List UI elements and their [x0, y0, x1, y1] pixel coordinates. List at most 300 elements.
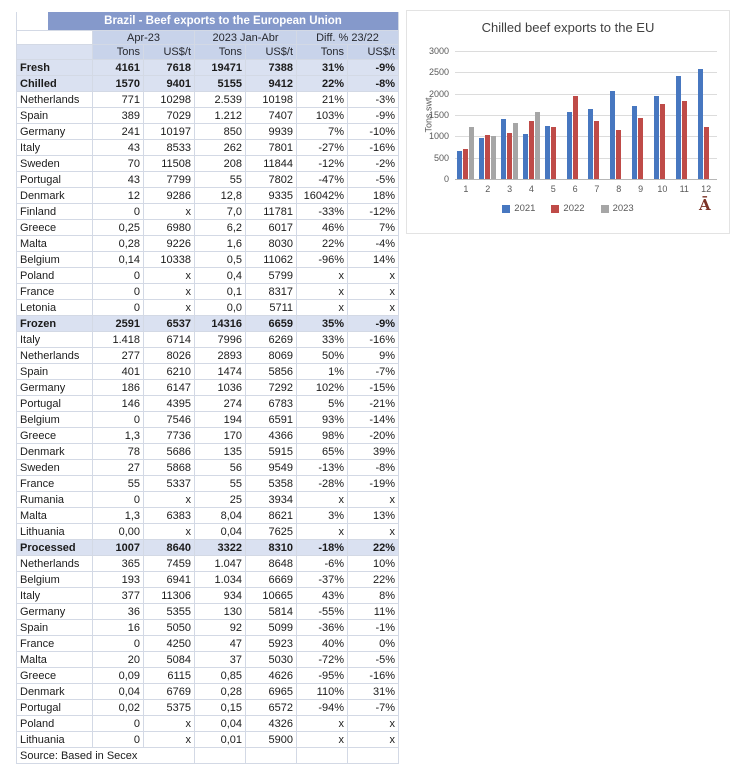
value-cell[interactable]: 40%	[297, 636, 348, 652]
value-cell[interactable]: -14%	[348, 412, 399, 428]
value-cell[interactable]: 6115	[144, 668, 195, 684]
value-cell[interactable]: 193	[93, 572, 144, 588]
row-label-cell[interactable]: Italy	[17, 332, 93, 348]
bar-2021-m8[interactable]	[610, 91, 615, 179]
value-cell[interactable]: x	[144, 732, 195, 748]
value-cell[interactable]: -95%	[297, 668, 348, 684]
value-cell[interactable]: 5155	[195, 76, 246, 92]
value-cell[interactable]: 5711	[246, 300, 297, 316]
row-label-cell[interactable]: Lithuania	[17, 524, 93, 540]
value-cell[interactable]: 7%	[297, 124, 348, 140]
value-cell[interactable]: 6210	[144, 364, 195, 380]
value-cell[interactable]: 389	[93, 108, 144, 124]
value-cell[interactable]: 8069	[246, 348, 297, 364]
value-cell[interactable]: 5856	[246, 364, 297, 380]
value-cell[interactable]: -16%	[348, 668, 399, 684]
value-cell[interactable]: 5915	[246, 444, 297, 460]
value-cell[interactable]: 98%	[297, 428, 348, 444]
value-cell[interactable]: x	[297, 268, 348, 284]
row-label-cell[interactable]: Netherlands	[17, 348, 93, 364]
value-cell[interactable]: 5686	[144, 444, 195, 460]
value-cell[interactable]: 37	[195, 652, 246, 668]
bar-2022-m8[interactable]	[616, 130, 621, 179]
value-cell[interactable]: 170	[195, 428, 246, 444]
value-cell[interactable]: 8030	[246, 236, 297, 252]
value-cell[interactable]: 3322	[195, 540, 246, 556]
value-cell[interactable]: 5868	[144, 460, 195, 476]
value-cell[interactable]: 47	[195, 636, 246, 652]
subheader-usdt-1[interactable]: US$/t	[144, 45, 195, 60]
row-label-cell[interactable]: France	[17, 476, 93, 492]
value-cell[interactable]: 12	[93, 188, 144, 204]
value-cell[interactable]: 0	[93, 636, 144, 652]
value-cell[interactable]: 1,3	[93, 508, 144, 524]
value-cell[interactable]: -12%	[348, 204, 399, 220]
value-cell[interactable]: 5814	[246, 604, 297, 620]
value-cell[interactable]: 16	[93, 620, 144, 636]
row-label-cell[interactable]: Malta	[17, 508, 93, 524]
value-cell[interactable]: -8%	[348, 460, 399, 476]
bar-2022-m9[interactable]	[638, 118, 643, 179]
legend-item-2022[interactable]	[551, 203, 584, 214]
value-cell[interactable]: 5084	[144, 652, 195, 668]
value-cell[interactable]: 5030	[246, 652, 297, 668]
row-label-cell[interactable]: Portugal	[17, 172, 93, 188]
value-cell[interactable]: 3934	[246, 492, 297, 508]
value-cell[interactable]: 7799	[144, 172, 195, 188]
value-cell[interactable]: 1,6	[195, 236, 246, 252]
value-cell[interactable]: x	[297, 300, 348, 316]
bar-2021-m6[interactable]	[567, 112, 572, 179]
value-cell[interactable]: 9401	[144, 76, 195, 92]
value-cell[interactable]: 6669	[246, 572, 297, 588]
row-label-cell[interactable]: Germany	[17, 604, 93, 620]
row-label-cell[interactable]: Poland	[17, 268, 93, 284]
value-cell[interactable]: -7%	[348, 700, 399, 716]
row-label-cell[interactable]: Letonia	[17, 300, 93, 316]
value-cell[interactable]: 8310	[246, 540, 297, 556]
value-cell[interactable]: 2591	[93, 316, 144, 332]
value-cell[interactable]: 262	[195, 140, 246, 156]
value-cell[interactable]: 6714	[144, 332, 195, 348]
row-label-cell[interactable]: Belgium	[17, 252, 93, 268]
value-cell[interactable]: x	[297, 284, 348, 300]
bar-2023-m2[interactable]	[491, 136, 496, 179]
bar-2022-m5[interactable]	[551, 127, 556, 179]
value-cell[interactable]: 9%	[348, 348, 399, 364]
value-cell[interactable]: 56	[195, 460, 246, 476]
value-cell[interactable]: 22%	[297, 76, 348, 92]
value-cell[interactable]: -36%	[297, 620, 348, 636]
value-cell[interactable]: 4250	[144, 636, 195, 652]
value-cell[interactable]: 7546	[144, 412, 195, 428]
row-label-cell[interactable]: Germany	[17, 380, 93, 396]
value-cell[interactable]: 9939	[246, 124, 297, 140]
bar-2021-m5[interactable]	[545, 126, 550, 179]
value-cell[interactable]: x	[144, 284, 195, 300]
value-cell[interactable]: 0,02	[93, 700, 144, 716]
value-cell[interactable]: 1.212	[195, 108, 246, 124]
value-cell[interactable]: 241	[93, 124, 144, 140]
bar-2022-m7[interactable]	[594, 121, 599, 179]
row-label-cell[interactable]: Denmark	[17, 444, 93, 460]
value-cell[interactable]: 2893	[195, 348, 246, 364]
value-cell[interactable]: -3%	[348, 92, 399, 108]
value-cell[interactable]: 0,04	[195, 716, 246, 732]
value-cell[interactable]: -37%	[297, 572, 348, 588]
value-cell[interactable]: 0,25	[93, 220, 144, 236]
value-cell[interactable]: -4%	[348, 236, 399, 252]
row-label-cell[interactable]: France	[17, 284, 93, 300]
value-cell[interactable]: 22%	[348, 540, 399, 556]
value-cell[interactable]: 4326	[246, 716, 297, 732]
value-cell[interactable]: 4161	[93, 60, 144, 76]
value-cell[interactable]: x	[144, 524, 195, 540]
value-cell[interactable]: 6,2	[195, 220, 246, 236]
row-label-cell[interactable]: Rumania	[17, 492, 93, 508]
legend-item-2023[interactable]	[601, 203, 634, 214]
value-cell[interactable]: 46%	[297, 220, 348, 236]
row-label-cell[interactable]: Fresh	[17, 60, 93, 76]
row-label-cell[interactable]: Denmark	[17, 188, 93, 204]
subheader-usdt-2[interactable]: US$/t	[246, 45, 297, 60]
row-label-cell[interactable]: Spain	[17, 364, 93, 380]
value-cell[interactable]: -16%	[348, 332, 399, 348]
value-cell[interactable]: -6%	[297, 556, 348, 572]
value-cell[interactable]: -28%	[297, 476, 348, 492]
value-cell[interactable]: 5355	[144, 604, 195, 620]
value-cell[interactable]: 0	[93, 204, 144, 220]
value-cell[interactable]: x	[297, 524, 348, 540]
value-cell[interactable]: 0	[93, 300, 144, 316]
column-group-apr23[interactable]: Apr-23	[93, 31, 195, 45]
bar-2021-m2[interactable]	[479, 138, 484, 179]
value-cell[interactable]: x	[297, 492, 348, 508]
row-label-cell[interactable]: Greece	[17, 428, 93, 444]
value-cell[interactable]: 1%	[297, 364, 348, 380]
value-cell[interactable]: 6017	[246, 220, 297, 236]
value-cell[interactable]: 194	[195, 412, 246, 428]
value-cell[interactable]: 33%	[297, 332, 348, 348]
value-cell[interactable]: x	[144, 300, 195, 316]
row-label-cell[interactable]: Greece	[17, 220, 93, 236]
value-cell[interactable]: 9226	[144, 236, 195, 252]
value-cell[interactable]: 19471	[195, 60, 246, 76]
value-cell[interactable]: 186	[93, 380, 144, 396]
value-cell[interactable]: -16%	[348, 140, 399, 156]
value-cell[interactable]: 0,5	[195, 252, 246, 268]
value-cell[interactable]: 10298	[144, 92, 195, 108]
subheader-tons-2[interactable]: Tons	[195, 45, 246, 60]
value-cell[interactable]: 16042%	[297, 188, 348, 204]
value-cell[interactable]: 11062	[246, 252, 297, 268]
row-label-cell[interactable]: Poland	[17, 716, 93, 732]
value-cell[interactable]: 18%	[348, 188, 399, 204]
value-cell[interactable]: 146	[93, 396, 144, 412]
value-cell[interactable]: -72%	[297, 652, 348, 668]
value-cell[interactable]: 6269	[246, 332, 297, 348]
value-cell[interactable]: 1570	[93, 76, 144, 92]
value-cell[interactable]: 0,04	[93, 684, 144, 700]
value-cell[interactable]: x	[348, 524, 399, 540]
value-cell[interactable]: 27	[93, 460, 144, 476]
value-cell[interactable]: 14%	[348, 252, 399, 268]
value-cell[interactable]: 130	[195, 604, 246, 620]
value-cell[interactable]: 8%	[348, 588, 399, 604]
value-cell[interactable]: 20	[93, 652, 144, 668]
value-cell[interactable]: -94%	[297, 700, 348, 716]
value-cell[interactable]: 0	[93, 492, 144, 508]
value-cell[interactable]: 6147	[144, 380, 195, 396]
value-cell[interactable]: 0,01	[195, 732, 246, 748]
value-cell[interactable]: 1.418	[93, 332, 144, 348]
legend-item-2021[interactable]	[502, 203, 535, 214]
value-cell[interactable]: 7029	[144, 108, 195, 124]
value-cell[interactable]: 0,14	[93, 252, 144, 268]
value-cell[interactable]: -8%	[348, 76, 399, 92]
value-cell[interactable]: 9286	[144, 188, 195, 204]
value-cell[interactable]: 8648	[246, 556, 297, 572]
value-cell[interactable]: 43	[93, 140, 144, 156]
value-cell[interactable]: 36	[93, 604, 144, 620]
value-cell[interactable]: 5358	[246, 476, 297, 492]
value-cell[interactable]: 0,28	[195, 684, 246, 700]
row-label-cell[interactable]: Portugal	[17, 700, 93, 716]
row-label-cell[interactable]: Lithuania	[17, 732, 93, 748]
value-cell[interactable]: 11844	[246, 156, 297, 172]
value-cell[interactable]: x	[144, 268, 195, 284]
value-cell[interactable]: 0	[93, 268, 144, 284]
value-cell[interactable]: 5050	[144, 620, 195, 636]
value-cell[interactable]: 6383	[144, 508, 195, 524]
value-cell[interactable]: -7%	[348, 364, 399, 380]
bar-2021-m9[interactable]	[632, 106, 637, 179]
value-cell[interactable]: 0,04	[195, 524, 246, 540]
value-cell[interactable]: 7996	[195, 332, 246, 348]
value-cell[interactable]: x	[348, 300, 399, 316]
value-cell[interactable]: 8026	[144, 348, 195, 364]
value-cell[interactable]: 401	[93, 364, 144, 380]
row-label-cell[interactable]: Finland	[17, 204, 93, 220]
value-cell[interactable]: 1474	[195, 364, 246, 380]
row-label-cell[interactable]: Netherlands	[17, 556, 93, 572]
bar-2022-m4[interactable]	[529, 121, 534, 179]
subheader-tons-3[interactable]: Tons	[297, 45, 348, 60]
bar-2021-m10[interactable]	[654, 96, 659, 179]
value-cell[interactable]: 1007	[93, 540, 144, 556]
value-cell[interactable]: -1%	[348, 620, 399, 636]
value-cell[interactable]: -18%	[297, 540, 348, 556]
value-cell[interactable]: 771	[93, 92, 144, 108]
bar-2022-m6[interactable]	[573, 96, 578, 179]
value-cell[interactable]: x	[144, 716, 195, 732]
value-cell[interactable]: 1.034	[195, 572, 246, 588]
value-cell[interactable]: 11781	[246, 204, 297, 220]
bar-2022-m1[interactable]	[463, 149, 468, 179]
value-cell[interactable]: 43%	[297, 588, 348, 604]
bar-2023-m3[interactable]	[513, 123, 518, 179]
value-cell[interactable]: x	[348, 284, 399, 300]
value-cell[interactable]: 43	[93, 172, 144, 188]
row-label-cell[interactable]: Sweden	[17, 156, 93, 172]
value-cell[interactable]: 5%	[297, 396, 348, 412]
row-label-cell[interactable]: Denmark	[17, 684, 93, 700]
value-cell[interactable]: -15%	[348, 380, 399, 396]
value-cell[interactable]: 55	[195, 172, 246, 188]
value-cell[interactable]: -96%	[297, 252, 348, 268]
chart-title[interactable]: Chilled beef exports to the EU	[481, 20, 655, 35]
value-cell[interactable]: 7802	[246, 172, 297, 188]
value-cell[interactable]: x	[348, 492, 399, 508]
bar-2021-m7[interactable]	[588, 109, 593, 179]
value-cell[interactable]: 0	[93, 284, 144, 300]
value-cell[interactable]: 25	[195, 492, 246, 508]
row-label-cell[interactable]: Spain	[17, 620, 93, 636]
value-cell[interactable]: 5099	[246, 620, 297, 636]
value-cell[interactable]: 0	[93, 412, 144, 428]
value-cell[interactable]: x	[348, 268, 399, 284]
row-label-cell[interactable]: Netherlands	[17, 92, 93, 108]
value-cell[interactable]: 7459	[144, 556, 195, 572]
value-cell[interactable]: -9%	[348, 60, 399, 76]
value-cell[interactable]: 5375	[144, 700, 195, 716]
subheader-usdt-3[interactable]: US$/t	[348, 45, 399, 60]
bar-2021-m1[interactable]	[457, 151, 462, 179]
value-cell[interactable]: 5799	[246, 268, 297, 284]
value-cell[interactable]: 2.539	[195, 92, 246, 108]
value-cell[interactable]: -21%	[348, 396, 399, 412]
value-cell[interactable]: x	[348, 732, 399, 748]
value-cell[interactable]: 0,85	[195, 668, 246, 684]
value-cell[interactable]: 102%	[297, 380, 348, 396]
value-cell[interactable]: 7736	[144, 428, 195, 444]
value-cell[interactable]: 8317	[246, 284, 297, 300]
bar-2021-m3[interactable]	[501, 119, 506, 179]
row-label-cell[interactable]: Portugal	[17, 396, 93, 412]
value-cell[interactable]: -13%	[297, 460, 348, 476]
value-cell[interactable]: 1.047	[195, 556, 246, 572]
value-cell[interactable]: 6783	[246, 396, 297, 412]
row-label-cell[interactable]: Sweden	[17, 460, 93, 476]
value-cell[interactable]: 6941	[144, 572, 195, 588]
column-group-diff[interactable]: Diff. % 23/22	[297, 31, 399, 45]
value-cell[interactable]: 365	[93, 556, 144, 572]
value-cell[interactable]: 8533	[144, 140, 195, 156]
value-cell[interactable]: 55	[93, 476, 144, 492]
value-cell[interactable]: 31%	[348, 684, 399, 700]
value-cell[interactable]: x	[297, 732, 348, 748]
value-cell[interactable]: 12,8	[195, 188, 246, 204]
value-cell[interactable]: x	[348, 716, 399, 732]
value-cell[interactable]: 10338	[144, 252, 195, 268]
value-cell[interactable]: 277	[93, 348, 144, 364]
value-cell[interactable]: 0	[93, 716, 144, 732]
value-cell[interactable]: 0,28	[93, 236, 144, 252]
value-cell[interactable]: 0,4	[195, 268, 246, 284]
value-cell[interactable]: x	[144, 204, 195, 220]
value-cell[interactable]: 5337	[144, 476, 195, 492]
value-cell[interactable]: 50%	[297, 348, 348, 364]
value-cell[interactable]: 11306	[144, 588, 195, 604]
value-cell[interactable]: 6769	[144, 684, 195, 700]
value-cell[interactable]: 6659	[246, 316, 297, 332]
value-cell[interactable]: 4626	[246, 668, 297, 684]
value-cell[interactable]: 22%	[348, 572, 399, 588]
value-cell[interactable]: 11%	[348, 604, 399, 620]
value-cell[interactable]: 39%	[348, 444, 399, 460]
value-cell[interactable]: 35%	[297, 316, 348, 332]
value-cell[interactable]: 6965	[246, 684, 297, 700]
row-label-cell[interactable]: Spain	[17, 108, 93, 124]
value-cell[interactable]: 7801	[246, 140, 297, 156]
value-cell[interactable]: 70	[93, 156, 144, 172]
value-cell[interactable]: 110%	[297, 684, 348, 700]
value-cell[interactable]: -12%	[297, 156, 348, 172]
value-cell[interactable]: 21%	[297, 92, 348, 108]
bar-2022-m11[interactable]	[682, 101, 687, 179]
value-cell[interactable]: 14316	[195, 316, 246, 332]
column-group-jan-abr[interactable]: 2023 Jan-Abr	[195, 31, 297, 45]
bar-2021-m4[interactable]	[523, 134, 528, 179]
value-cell[interactable]: 5900	[246, 732, 297, 748]
value-cell[interactable]: 850	[195, 124, 246, 140]
value-cell[interactable]: 65%	[297, 444, 348, 460]
row-label-cell[interactable]: Chilled	[17, 76, 93, 92]
bar-2021-m11[interactable]	[676, 76, 681, 179]
value-cell[interactable]: 13%	[348, 508, 399, 524]
value-cell[interactable]: 274	[195, 396, 246, 412]
value-cell[interactable]: 6591	[246, 412, 297, 428]
value-cell[interactable]: 55	[195, 476, 246, 492]
value-cell[interactable]: 208	[195, 156, 246, 172]
value-cell[interactable]: 8,04	[195, 508, 246, 524]
value-cell[interactable]: 4366	[246, 428, 297, 444]
value-cell[interactable]: 5923	[246, 636, 297, 652]
value-cell[interactable]: -55%	[297, 604, 348, 620]
value-cell[interactable]: 135	[195, 444, 246, 460]
value-cell[interactable]: 7%	[348, 220, 399, 236]
value-cell[interactable]: 10197	[144, 124, 195, 140]
value-cell[interactable]: 0,0	[195, 300, 246, 316]
value-cell[interactable]: -19%	[348, 476, 399, 492]
subheader-tons-1[interactable]: Tons	[93, 45, 144, 60]
row-label-cell[interactable]: Belgium	[17, 572, 93, 588]
value-cell[interactable]: 78	[93, 444, 144, 460]
value-cell[interactable]: 7618	[144, 60, 195, 76]
value-cell[interactable]: 0,09	[93, 668, 144, 684]
chilled-exports-chart[interactable]	[406, 10, 730, 234]
row-label-cell[interactable]: Belgium	[17, 412, 93, 428]
value-cell[interactable]: -9%	[348, 316, 399, 332]
bar-2022-m2[interactable]	[485, 135, 490, 179]
value-cell[interactable]: 6572	[246, 700, 297, 716]
value-cell[interactable]: 7388	[246, 60, 297, 76]
value-cell[interactable]: 1,3	[93, 428, 144, 444]
value-cell[interactable]: -33%	[297, 204, 348, 220]
value-cell[interactable]: 9412	[246, 76, 297, 92]
row-label-cell[interactable]: Greece	[17, 668, 93, 684]
value-cell[interactable]: 7625	[246, 524, 297, 540]
value-cell[interactable]: 93%	[297, 412, 348, 428]
value-cell[interactable]: 0,00	[93, 524, 144, 540]
value-cell[interactable]: 10198	[246, 92, 297, 108]
value-cell[interactable]: 0%	[348, 636, 399, 652]
value-cell[interactable]: 10%	[348, 556, 399, 572]
bar-2022-m12[interactable]	[704, 127, 709, 179]
value-cell[interactable]: x	[297, 716, 348, 732]
value-cell[interactable]: x	[144, 492, 195, 508]
value-cell[interactable]: 6537	[144, 316, 195, 332]
